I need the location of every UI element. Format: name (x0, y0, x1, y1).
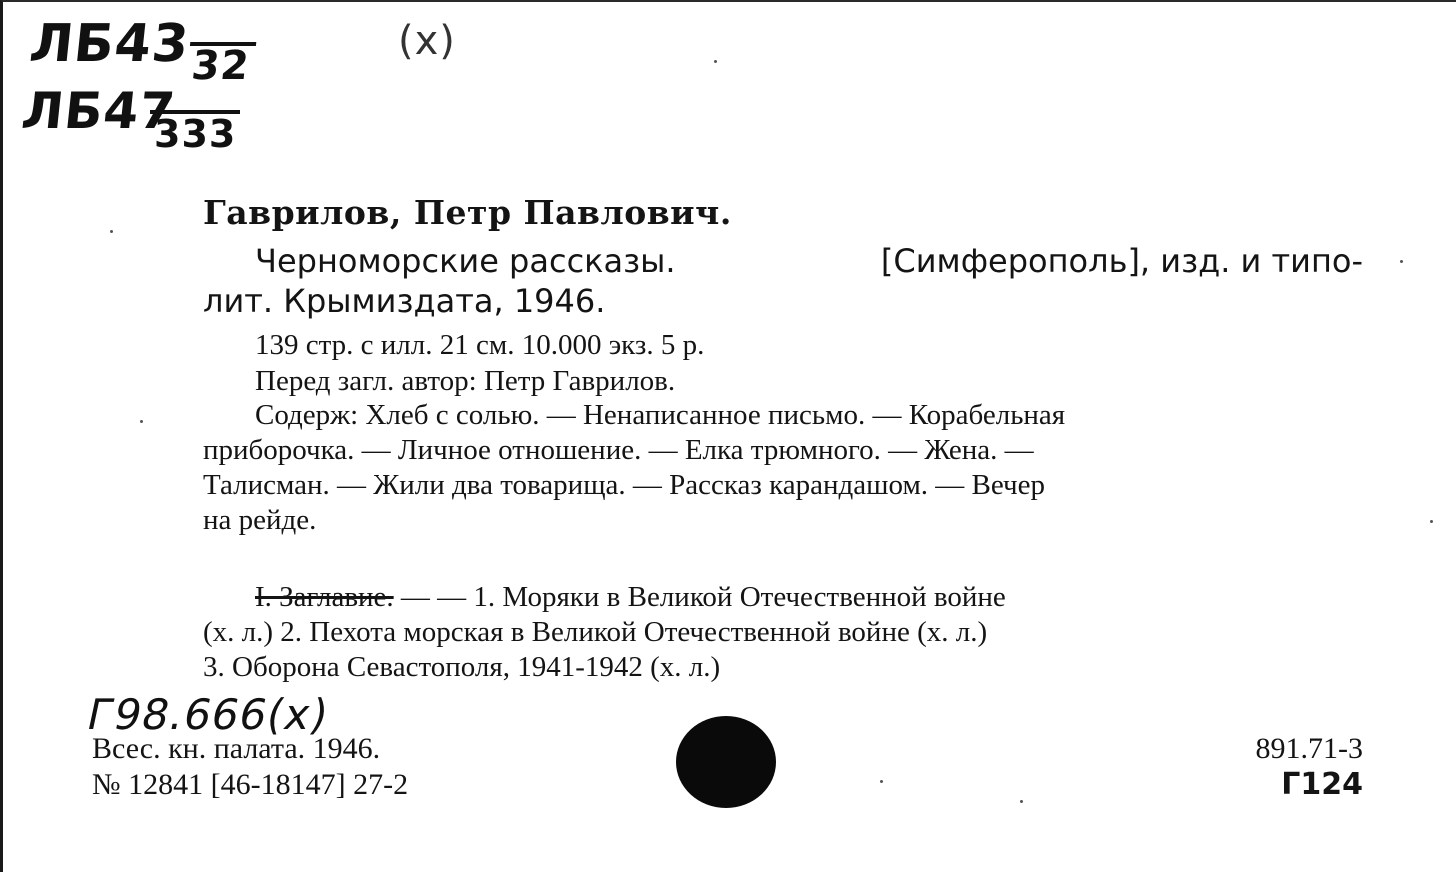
struck-title-entry: I. Заглавие. (255, 581, 394, 613)
registration-number: № 12841 [46-18147] 27-2 (92, 768, 409, 801)
handwritten-shelfmark-2: ЛБ47 (18, 82, 179, 140)
handwritten-fraction-2: 333 (150, 110, 240, 154)
contents-line: приборочка. — Личное отношение. — Елка трюмного. — Жена. — (203, 434, 1034, 466)
handwritten-mark: (x) (398, 18, 456, 64)
handwritten-call-number: Г98.666(х) (82, 690, 334, 739)
author-mark: Г124 (1281, 767, 1363, 802)
note-line: Перед загл. автор: Петр Гаврилов. (255, 365, 676, 397)
title-line (255, 244, 1363, 278)
scan-speck (1430, 520, 1433, 523)
card-punch-hole (676, 716, 776, 808)
physical-description: 139 стр. с илл. 21 см. 10.000 экз. 5 р. (255, 329, 705, 361)
book-chamber-line: Всес. кн. палата. 1946. (92, 732, 381, 765)
imprint-line: лит. Крымиздата, 1946. (203, 282, 606, 320)
scan-speck (714, 60, 717, 63)
handwritten-shelfmark-1: ЛБ43 (26, 14, 193, 74)
handwritten-fraction-1: 32 (186, 42, 256, 86)
author-heading: Гаврилов, Петр Павлович. (203, 193, 732, 232)
scan-speck (140, 420, 143, 423)
scan-speck (110, 230, 113, 233)
contents-line: на рейде. (203, 504, 317, 536)
scan-speck (1020, 800, 1023, 803)
contents-line: Талисман. — Жили два товарища. — Рассказ карандашом. — Вечер (203, 469, 1045, 501)
contents-line: Содерж: Хлеб с солью. — Ненаписанное письмо. — Корабельная (255, 399, 1066, 431)
subject-line: (х. л.) 2. Пехота морская в Великой Отечественной войне (х. л.) (203, 616, 988, 648)
imprint-place: [Симферополь], изд. и типо- (880, 242, 1363, 280)
classification-number: 891.71-3 (1255, 732, 1363, 765)
subject-text: — — 1. Моряки в Великой Отечественной войне (393, 581, 1006, 613)
subject-line (255, 580, 1363, 614)
subject-line: 3. Оборона Севастополя, 1941-1942 (х. л.) (203, 651, 721, 683)
scan-speck (880, 780, 883, 783)
scan-speck (1400, 260, 1403, 263)
title-text: Черноморские рассказы. (255, 242, 676, 280)
